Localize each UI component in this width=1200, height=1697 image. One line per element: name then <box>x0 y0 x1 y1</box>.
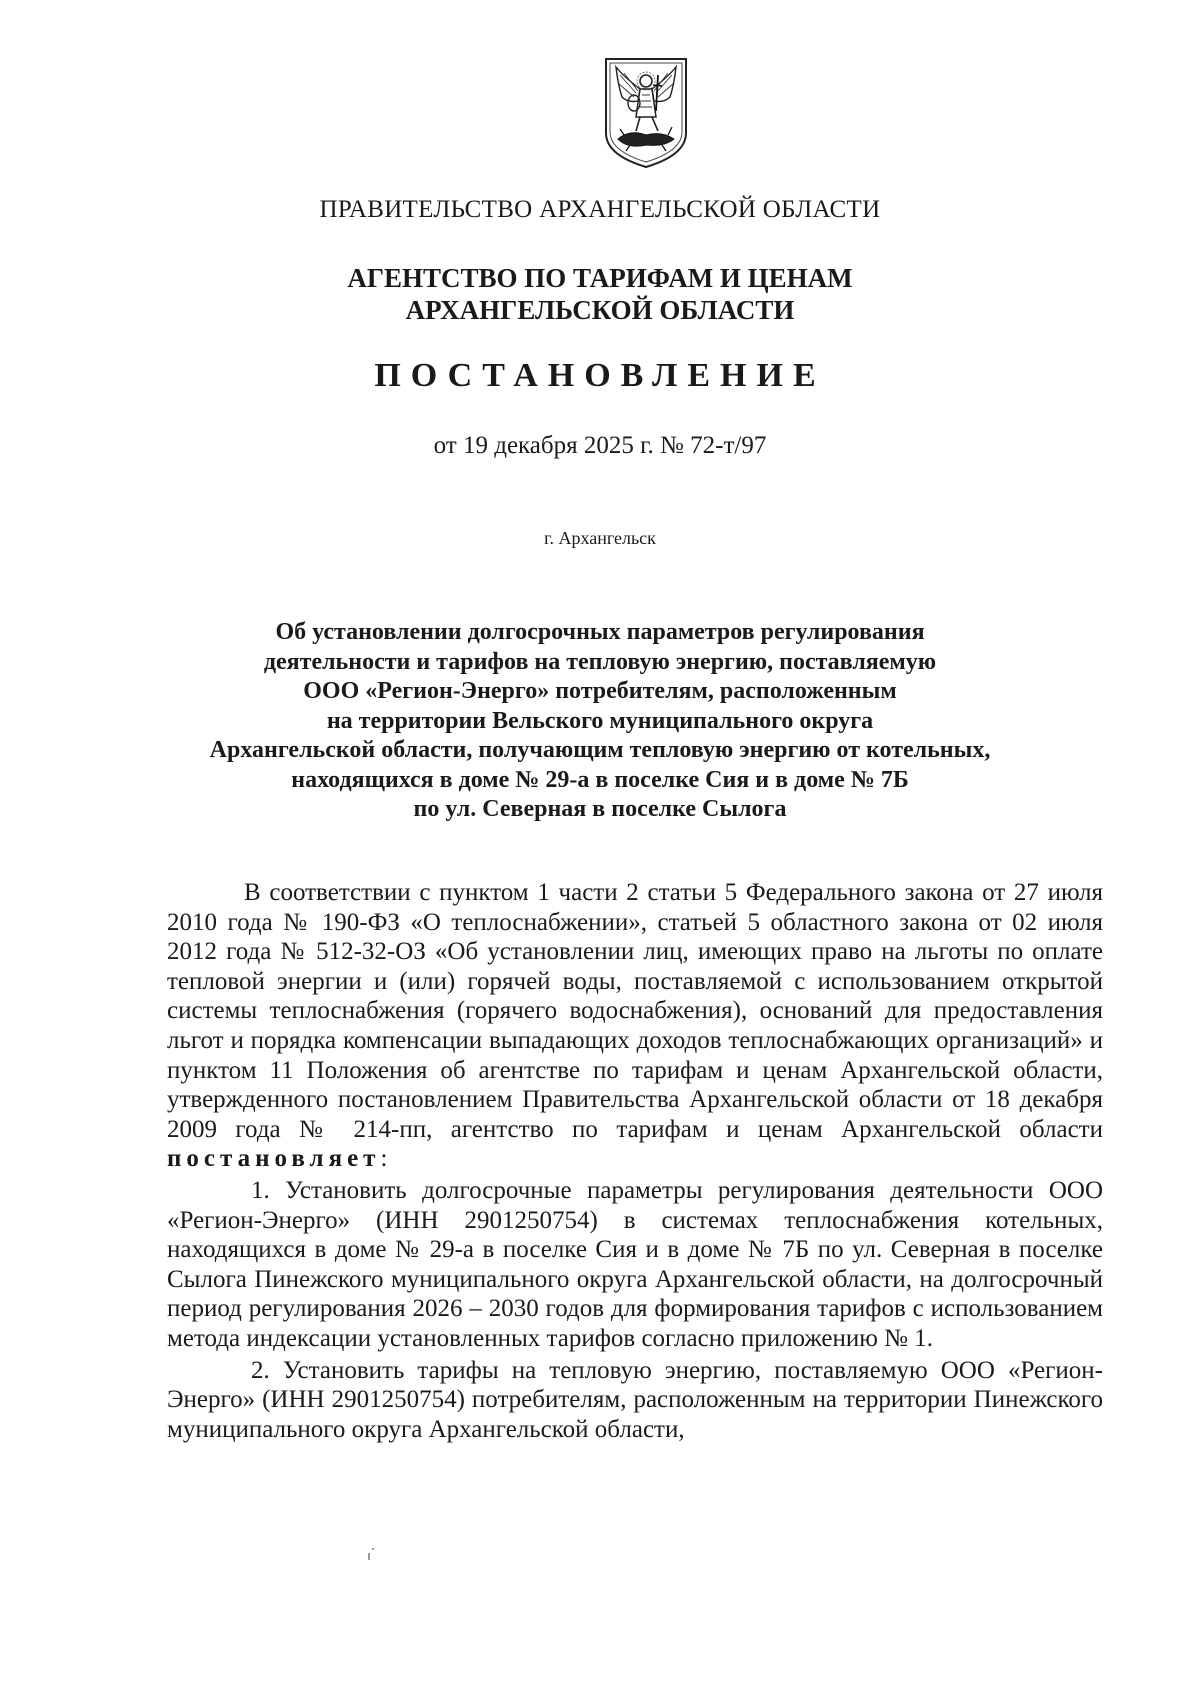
document-type-heading: ПОСТАНОВЛЕНИЕ <box>374 357 826 394</box>
preamble-paragraph <box>167 878 1103 1174</box>
city-line: г. Архангельск <box>544 528 656 548</box>
arkhangelsk-coat-of-arms-icon <box>600 55 692 170</box>
scan-speck <box>368 1553 370 1560</box>
resolves-punctuation: : <box>380 1145 388 1173</box>
title-line: Архангельской области, получающим тепловую энергию от котельных, <box>209 737 991 763</box>
scan-speck <box>372 1548 374 1550</box>
agency-heading <box>0 262 1200 326</box>
title-line: ООО «Регион-Энерго» потребителям, расположенным <box>303 678 897 704</box>
clause-1: 1. Установить долгосрочные параметры регулирования деятельности ООО «Регион-Энерго» (ИНН 2901250754) в системах теплоснабжения котельных, находящихся в доме № 29-а в поселке Сия и в доме № 7Б по ул. Северная в поселке Сылога Пинежского муниципального округа Архангельской области, на долгосрочный период регулирования 2026 – 2030 годов для формирования тарифов с использованием метода индексации установленных тарифов согласно приложению № 1. <box>167 1176 1103 1352</box>
title-line: на территории Вельского муниципального округа <box>326 707 874 734</box>
government-heading: ПРАВИТЕЛЬСТВО АРХАНГЕЛЬСКОЙ ОБЛАСТИ <box>319 196 881 223</box>
document-title <box>0 618 1200 825</box>
title-line: находящихся в доме № 29-а в поселке Сия и в доме № 7Б <box>291 766 909 793</box>
preamble-text: В соответствии с пунктом 1 части 2 статьи 5 Федерального закона от 27 июля 2010 года № 190-ФЗ «О теплоснабжении», статьей 5 областного закона от 02 июля 2012 года № 512-32-ОЗ «Об установлении лиц, имеющих право на льготы по оплате тепловой энергии и (или) горячей воды, поставляемой с использованием открытой системы теплоснабжения (горячего водоснабжения), оснований для предоставления льгот и порядка компенсации выпадающих доходов теплоснабжающих организаций» и пунктом 11 Положения об агентстве по тарифам и ценам Архангельской области, утвержденного постановлением Правительства Архангельской области от 18 декабря 2009 года № 214-пп, агентство по тарифам и ценам Архангельской области <box>167 879 1103 1143</box>
resolves-word: постановляет <box>167 1145 381 1173</box>
agency-heading-line: АРХАНГЕЛЬСКОЙ ОБЛАСТИ <box>405 295 795 325</box>
title-line: деятельности и тарифов на тепловую энергию, поставляемую <box>263 648 937 675</box>
date-and-number: от 19 декабря 2025 г. № 72-т/97 <box>433 432 767 459</box>
clause-2: 2. Установить тарифы на тепловую энергию, поставляемую ООО «Регион-Энерго» (ИНН 2901250754) потребителям, расположенным на территории Пинежского муниципального округа Архангельской области, <box>167 1356 1103 1443</box>
document-body <box>167 878 1103 1444</box>
agency-heading-line: АГЕНТСТВО ПО ТАРИФАМ И ЦЕНАМ <box>347 263 853 293</box>
title-line: Об установлении долгосрочных параметров регулирования <box>275 619 925 645</box>
title-line: по ул. Северная в поселке Сылога <box>413 796 787 822</box>
